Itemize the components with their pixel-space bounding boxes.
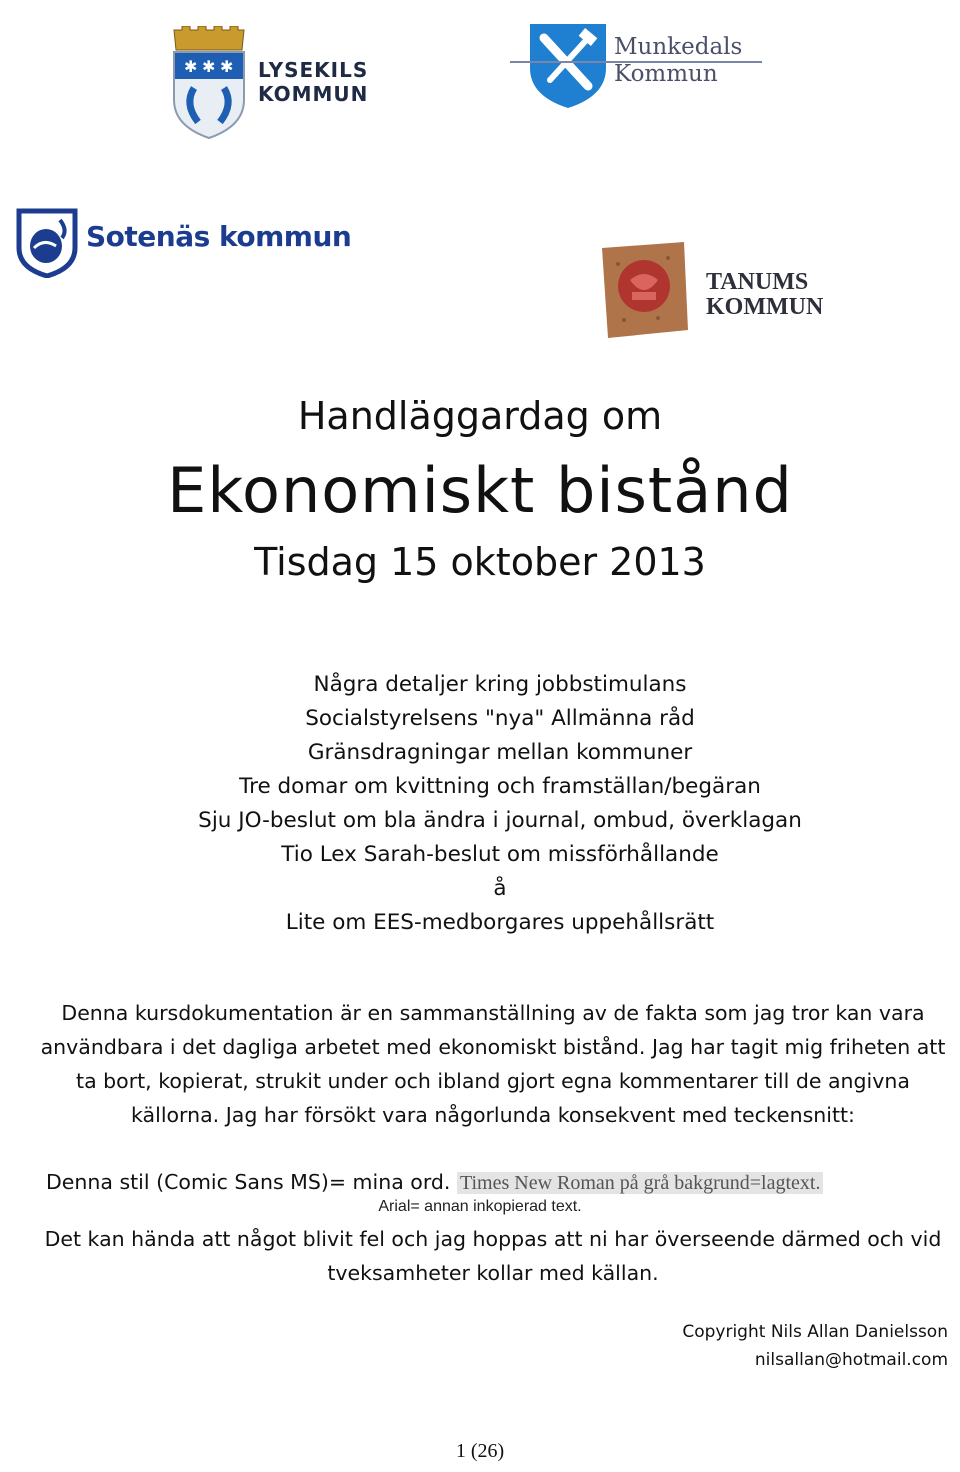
page-number: 1 (26) [455, 1440, 505, 1462]
page-title: Ekonomiskt bistånd [167, 454, 793, 527]
copyright-text: Copyright Nils Allan Danielsson [682, 1322, 948, 1342]
munkedal-shield-icon [528, 22, 608, 110]
disclaimer-paragraph: Det kan hända att något blivit fel och jag hoppas att ni har överseende därmed och vid tveksamheter kollar med källan. [44, 1227, 942, 1285]
sotenas-logo-text: Sotenäs kommun [86, 220, 352, 253]
font-legend-own: Denna stil (Comic Sans MS)= mina ord. [46, 1170, 451, 1194]
svg-text:✱: ✱ [202, 57, 216, 76]
font-legend-law: Times New Roman på grå bakgrund=lagtext. [457, 1172, 823, 1194]
lysekil-logo-text [258, 58, 368, 106]
munkedal-logo-text [614, 34, 742, 88]
title-intro: Handläggardag om [297, 394, 663, 438]
tanum-logo-text [706, 270, 823, 320]
sotenas-logo [16, 208, 376, 280]
tanum-line2: KOMMUN [706, 294, 824, 320]
lysekil-coat-of-arms-icon [170, 26, 248, 142]
intro-paragraph: Denna kursdokumentation är en sammanställning av de fakta som jag tror kan vara användbara i det dagliga arbetet med ekonomiskt bistånd. Jag har tagit mig friheten att ta bort, kopierat, strukit under och ibland gjort egna kommentarer till de angivna källorna. Jag har försökt vara någorlunda konsekvent med teckensnitt: [40, 1001, 946, 1127]
topic-item: Lite om EES-medborgares uppehållsrätt [285, 910, 715, 935]
topic-item: Gränsdragningar mellan kommuner [307, 740, 693, 765]
svg-text:✱: ✱ [220, 57, 234, 76]
tanum-line1: TANUMS [706, 269, 809, 295]
font-legend-copied: Arial= annan inkopierad text. [378, 1198, 582, 1215]
tanum-stone-emblem-icon [598, 240, 690, 340]
topic-item: Socialstyrelsens "nya" Allmänna råd [305, 706, 695, 731]
munkedal-line2: Kommun [614, 61, 718, 87]
topic-item: å [493, 876, 507, 901]
copyright-block [682, 1318, 948, 1374]
tanum-logo [598, 240, 848, 344]
topic-item: Några detaljer kring jobbstimulans [313, 672, 687, 697]
author-email: nilsallan@hotmail.com [754, 1350, 948, 1370]
lysekil-line2: KOMMUN [258, 82, 369, 106]
font-legend-line [46, 1166, 946, 1199]
lysekil-line1: LYSEKILS [258, 58, 369, 82]
lysekil-logo [170, 26, 380, 142]
topic-list [0, 668, 960, 940]
svg-text:✱: ✱ [184, 57, 198, 76]
topic-item: Tre domar om kvittning och framställan/begäran [239, 774, 761, 799]
munkedal-logo [500, 20, 780, 112]
topic-item: Sju JO-beslut om bla ändra i journal, ombud, överklagan [198, 808, 802, 833]
munkedal-line1: Munkedals [614, 34, 743, 60]
event-date: Tisdag 15 oktober 2013 [254, 540, 706, 584]
sotenas-shield-icon [16, 208, 78, 278]
topic-item: Tio Lex Sarah-beslut om missförhållande [281, 842, 719, 867]
